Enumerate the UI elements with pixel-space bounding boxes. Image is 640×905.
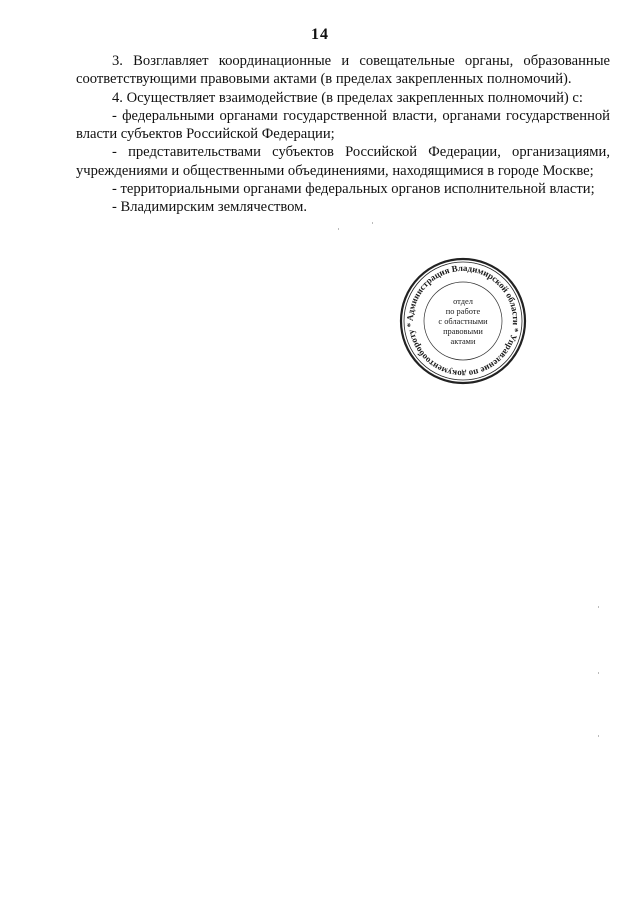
stamp-center-line: по работе — [445, 307, 481, 316]
paragraph-item-4: 4. Осуществляет взаимодействие (в пределах закрепленных полномочий) с: — [112, 89, 583, 106]
scan-speck — [338, 228, 339, 230]
document-body — [76, 52, 610, 217]
list-item-federal-bodies: - федеральными органами государственной власти, органами государственной власти субъектов Российской Федерации; — [76, 107, 610, 143]
scan-speck — [372, 222, 373, 224]
list-item-representations: - представительствами субъектов Российской Федерации, организациями, учреждениями и общественными объединениями, находящимися в городе Москве; — [76, 144, 610, 179]
list-item-zemlyachestvo: - Владимирским землячеством. — [112, 199, 308, 216]
stamp-graphic — [398, 256, 528, 386]
scan-speck — [598, 672, 599, 674]
stamp-center-line: актами — [450, 337, 476, 346]
stamp-center-line: с областными — [438, 317, 488, 326]
paragraph-item-3: 3. Возглавляет координационные и совещательные органы, образованные соответствующими правовыми актами (в пределах закрепленных полномочий). — [76, 53, 610, 88]
stamp-center-line: отдел — [453, 297, 473, 306]
stamp-ring-text: Администрация Владимирской области * Управление по документообороту * — [404, 262, 522, 380]
stamp-center-line: правовыми — [443, 327, 483, 336]
scan-speck — [598, 735, 599, 737]
list-item-territorial-bodies: - территориальными органами федеральных органов исполнительной власти; — [112, 181, 595, 198]
scan-speck — [598, 606, 599, 608]
page-number: 14 — [311, 26, 329, 43]
official-round-stamp — [398, 256, 528, 386]
